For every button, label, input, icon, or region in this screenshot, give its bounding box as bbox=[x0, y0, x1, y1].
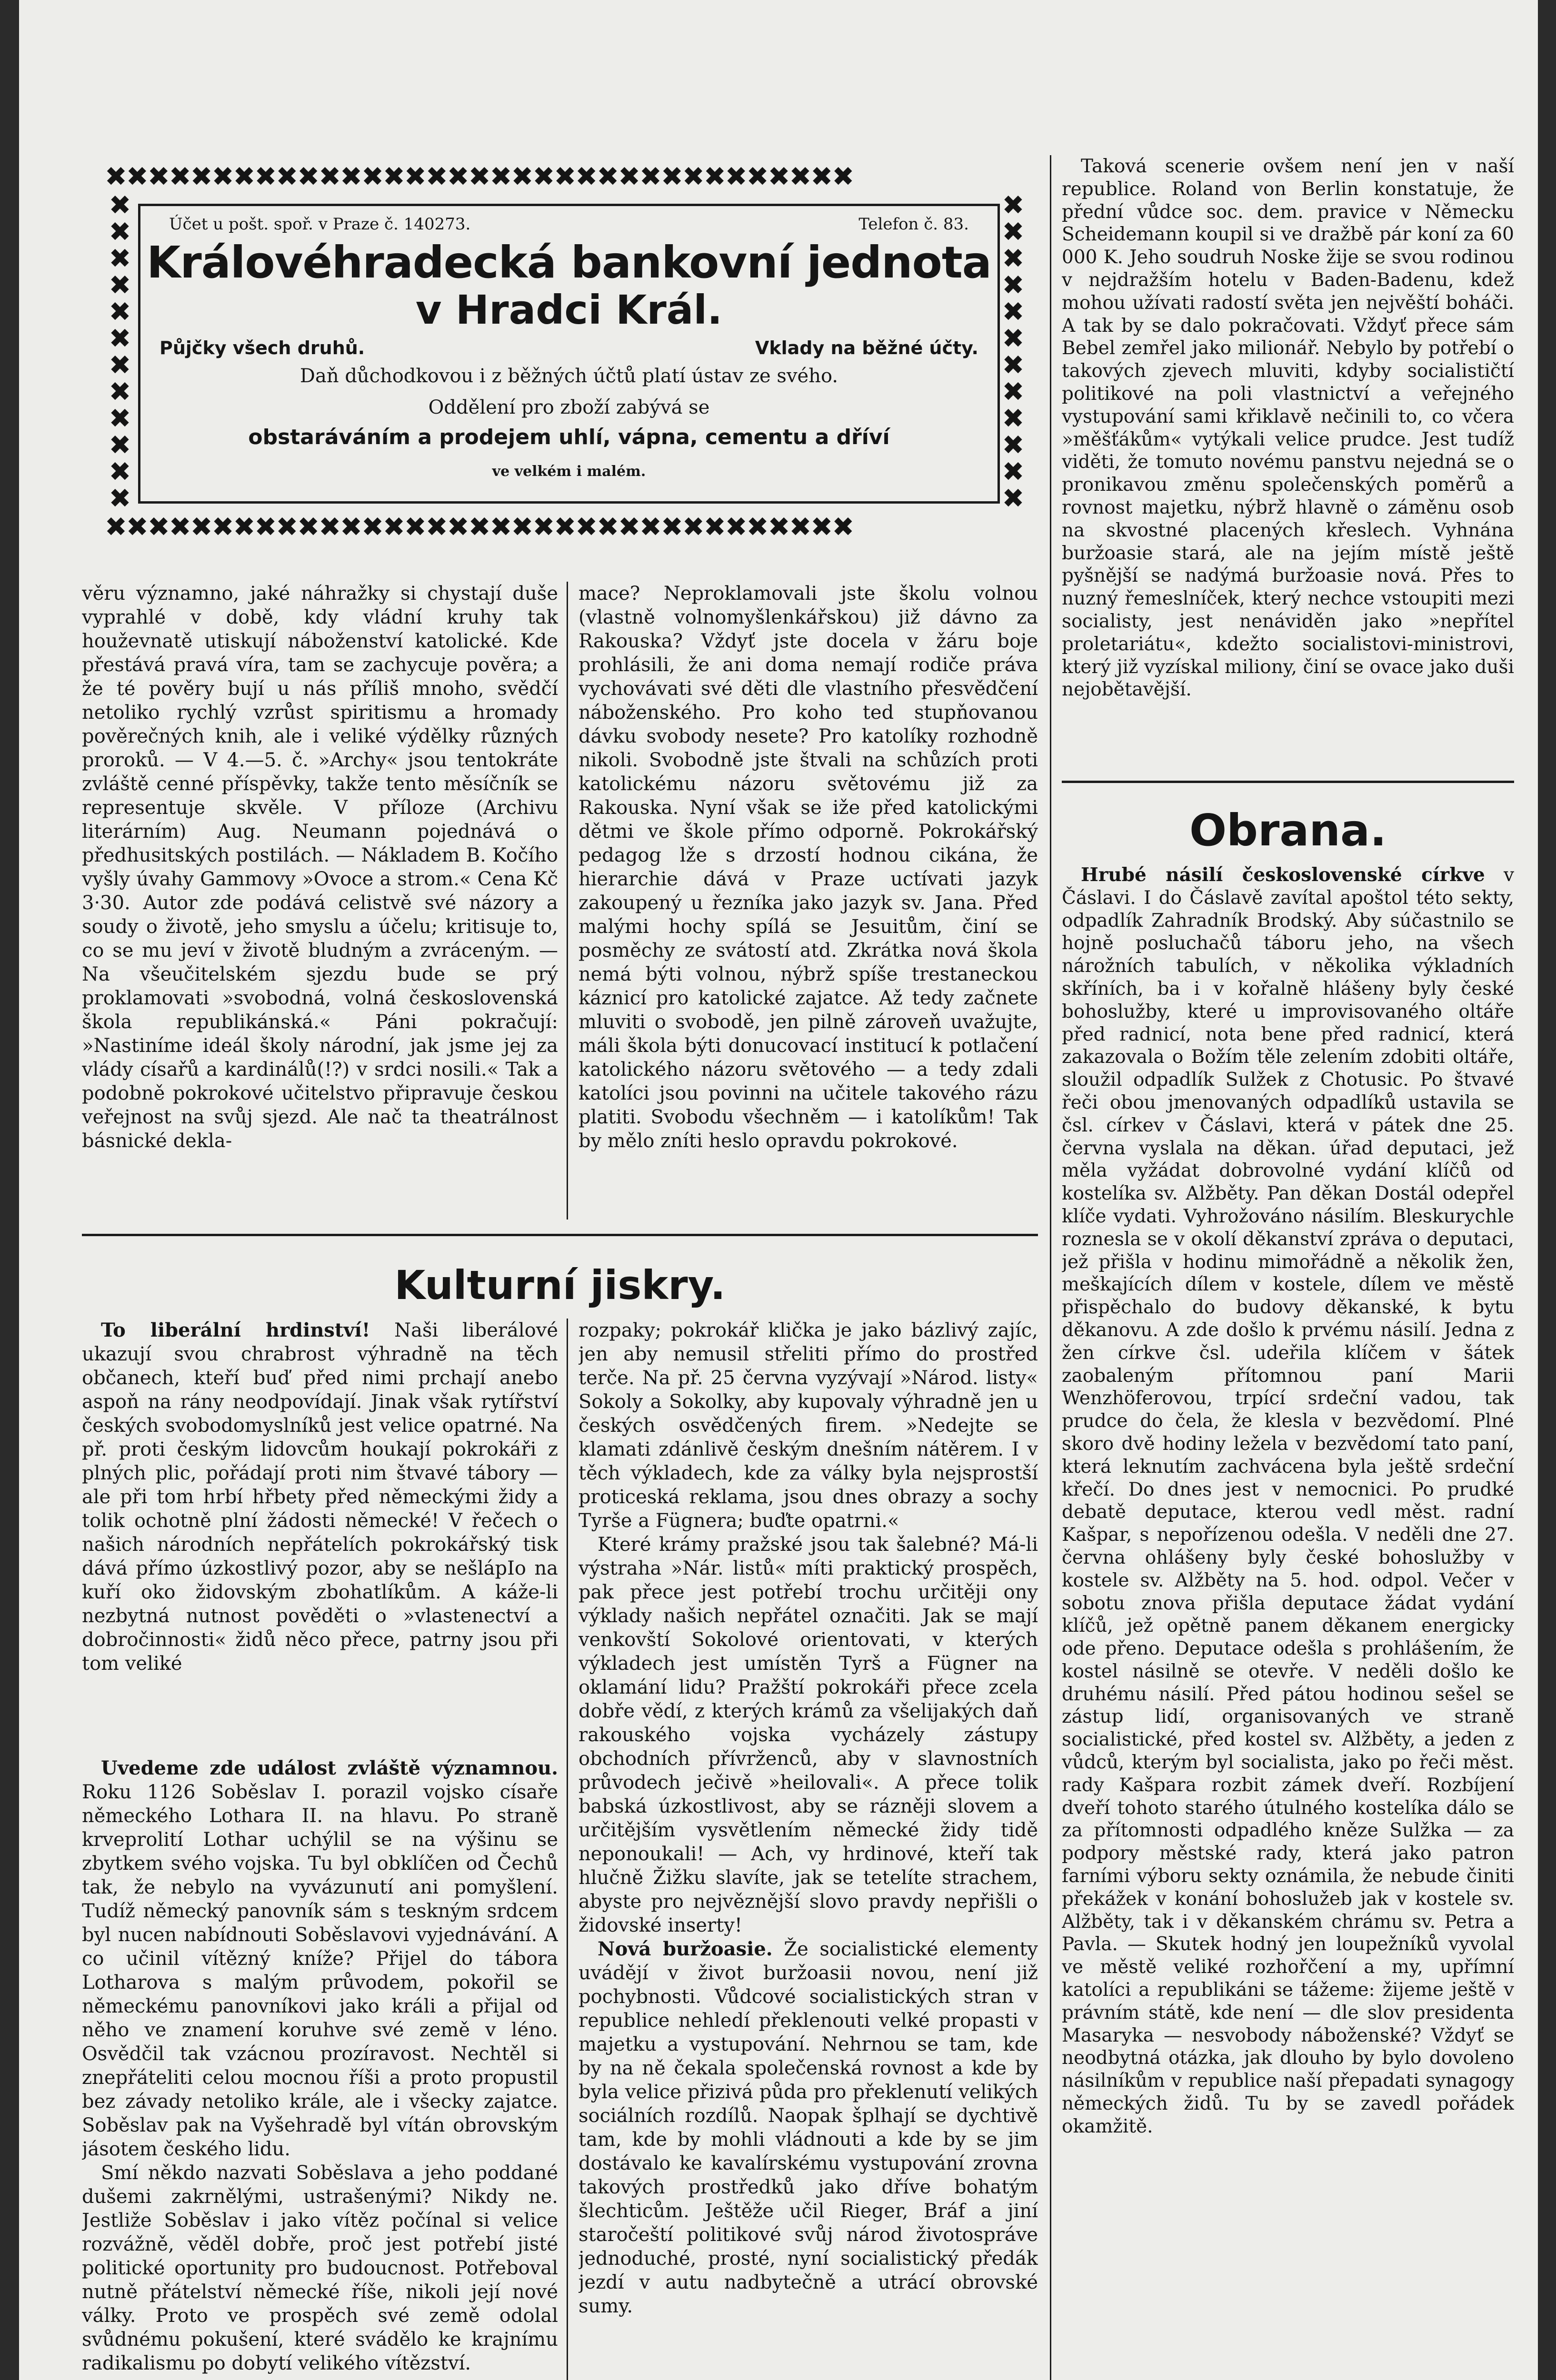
ad-account-line: Účet u pošt. spoř. v Praze č. 140273. bbox=[169, 215, 471, 234]
ad-border-left: ✖✖✖✖✖✖✖✖✖✖✖✖ bbox=[109, 192, 131, 512]
obrana-lead: Hrubé násilí československé církve bbox=[1081, 864, 1485, 886]
ad-title-line2: v Hradci Král. bbox=[415, 287, 723, 333]
kulturni-mid-text3: Že socialistické elementy uvádějí v život buržoasii novou, není již pochybnosti. Vůdcové socialistických stran v republice nehledí překlenouti velké propasti v majetku a vystupování. Nehrnou se tam, kde by na ně čekala společenská rovnost a kde by byla velice přizivá půda pro překlenutí velikých sociálních rozdílů. Naopak šplhají se dychtivě tam, kde by mohli vládnouti a kde by se jim dostávalo ke kavalírskému vystupování zrovna takových prostředků jako dříve bohatým šlechticům. Ještěže učil Rieger, Bráf a jiní staročeští politikové svůj národ životospráve jednoduché, prosté, nyní socialistický předák jezdí v autu nadbytečně a utrácí obrovské sumy. bbox=[579, 1938, 1038, 2317]
ad-deposits: Vklady na běžné účty. bbox=[755, 337, 978, 358]
obrana-headline: Obrana. bbox=[1189, 805, 1387, 856]
kulturni-headline: Kulturní jiskry. bbox=[394, 1262, 726, 1309]
kulturni-left-article-2 bbox=[82, 1756, 558, 2380]
mid-mid-text: mace? Neproklamovali jste školu volnou (vlastně volnomyšlenkářskou) již dávno za Rakouska? Vždyť jste docela v žáru boje prohlásili, že ani doma nemají rodiče práva vychovávati své děti dle vlastního přesvědčení náboženského. Pro koho ted stupňovanou dávku svobody nesete? Pro katolíky rozhodně nikoli. Svobodně jste štvali na schůzích proti katolickému názoru světovému již za Rakouska. Nyní však se iže před katolickými dětmi ve škole přímo odporně. Pokrokářský pedagog lže s drzostí hodnou cikána, že hierarchie dává v Praze uctívati jazyk zakoupený u řezníka jako jazyk sv. Jana. Před malými hochy spílá se Jesuitům, činí se posměchy ze svátostí atd. Zkrátka nová škola nemá býti volnou, nýbrž spíše trestaneckou káznicí pro katolické zajatce. Až tedy začnete mluviti o svobodě, jen pilně zároveň uvažujte, máli škola býti donucovací institucí k potlačení katolického názoru světového — a tedy zdali katolíci jsou povinni na učitele takového rázu platiti. Svobodu všechněm — i katolíkům! Tak by mělo zníti heslo opravdu pokrokové. bbox=[579, 583, 1038, 1152]
ad-border-bottom: ✖✖✖✖✖✖✖✖✖✖✖✖✖✖✖✖✖✖✖✖✖✖✖✖✖✖✖✖✖✖✖✖✖✖✖ bbox=[105, 512, 854, 543]
kulturni-left-text2: Roku 1126 Soběslav I. porazil vojsko císaře německého Lothara II. na hlavu. Po straně krveprolití Lothar uchýlil se na výšinu se zbytkem svého vojska. Tu byl obklíčen od Čechů tak, že nebylo na vyvázunutí ani pomyšlení. Tudíž německý panovník sám s teskným srdcem byl nucen nabídnouti Soběslavovi vyjednávání. A co učinil vítězný kníže? Přijel do tábora Lotharova s malým průvodem, pokořil se německému panovníkovi jako králi a přijal od něho ve znamení koruhve své země v léno. Osvědčil tak vzácnou prozíravost. Nechtěl si znepřáteliti celou mocnou říši a proto propustil bez závady netoliko krále, ale i všecky zajatce. Soběslav pak na Vyšehradě byl vítán obrovským jásotem českého lidu. bbox=[82, 1781, 558, 2160]
ad-scale-line: ve velkém i malém. bbox=[492, 463, 646, 480]
kulturni-mid-text2: Které krámy pražské jsou tak šalebné? Má-li výstraha »Nár. listů« míti praktický prospěch, pak přece jest potřebí trochu určitěji ony výklady našich nepřátel označiti. Jak se mají venkovští Sokolové orientovati, v kterých výkladech jest umístěn Tyrš a Fügner na oklamání lidu? Pražští pokrokáři přece zcela dobře vědí, z kterých krámů za všelijakých daň rakouského vojska vycházely zástupy obchodních přívrženců, aby v slavnostních průvodech ječivě »heilovali«. A přece tolik babská úzkostlivost, aby se rázněji slovem a určitějším vysvětlením německé židy tidě neponoukali! — Ach, vy hrdinové, kteří tak hlučně Žižku slavíte, jak se tetelíte strachem, abyste pro nejvěznější slovo pravdy nepřišli o židovské inserty! bbox=[579, 1534, 1038, 1936]
newspaper-page bbox=[19, 0, 1538, 2380]
ad-border-right: ✖✖✖✖✖✖✖✖✖✖✖✖ bbox=[1002, 192, 1025, 512]
left-column-mid-article bbox=[82, 582, 558, 1229]
kulturni-left-text: Naši liberálové ukazují svou chrabrost výhradně na těch občanech, kteří buď před nimi prchají anebo aspoň na rány neodpovídají. Jinak však rytířství českých svobodomyslníků jest velice opatrné. Na př. proti českým lidovcům houkají pokrokáři z plných plic, pořádají proti nim štvavé tábory — ale při tom hrbí hřbety před německými židy a tolik ochotně plní žádosti německé! V řečech o našich národních nepřátelích pokrokářský tisk dává přímo úzkostlivý pozor, aby se nešlápIo na kuří oko židovským zbohatlíkům. A káže-li nezbytná nutnost pověděti o »vlastenectví a dobročinnosti« židů něco přece, patrny jsou při tom veliké bbox=[82, 1319, 558, 1675]
obrana-top-rule bbox=[1062, 781, 1514, 783]
right-top-text: Taková scenerie ovšem není jen v naší republice. Roland von Berlin konstatuje, že přední vůdce soc. dem. pravice v Německu Scheidemann koupil si ve dražbě pár koní za 60 000 K. Jeho soudruh Noske žije se svou rodinou v nejdražším hotelu v Baden-Badenu, kdež mohou užívati radostí světa jen nejvěští boháči. A tak by se dalo pokračovati. Vždyť přece sám Bebel zemřel jako milionář. Nebylo by potřebí o takových zjevech mluviti, kdyby socialističtí politikové na poli vlastnictví a veřejného vystupování sami křiklavě nečinili to, co včera »měšťákům« vytýkali velice prudce. Jest tudíž viděti, že tomuto novému panstvu nejedná se o pronikavou změnu společenských poměrů a rovnost majetku, nýbrž hlavně o záměnu osob na skvostné placených křeslech. Vyhnána buržoasie stará, ale na jejím místě ještě pyšnější se nadýmá buržoasie nová. Přes to nuzný řemeslníček, který nechce vstoupiti mezi socialisty, jest nenáviděn jako »nepřítel proletariátu«, kdežto socialistovi-ministrovi, který již vyzískal miliony, činí se ovace jako duši nejobětavější. bbox=[1062, 156, 1514, 701]
kulturni-left-text3: Smí někdo nazvati Soběslava a jeho poddané dušemi zakrnělými, ustrašenými? Nikdy ne. Jestliže Soběslav i jako vítěz počínal si velice rozvážně, věděl dobře, proč jest potřebí jisté politické oportunity pro budoucnost. Potřeboval nutně přátelství německé říše, nikoli její nové války. Proto ve prospěch své země odolal svůdnému pokušení, které svádělo ke krajnímu radikalismu po dobytí velikého vítězství. bbox=[82, 2162, 558, 2374]
ad-trade-line: obstaráváním a prodejem uhlí, vápna, cementu a dříví bbox=[248, 425, 890, 449]
ad-tax-note: Daň důchodkovou i z běžných účtů platí ústav ze svého. bbox=[299, 365, 838, 387]
kulturni-left-lead: To liberální hrdinství! bbox=[101, 1319, 370, 1341]
column-rule-right bbox=[1050, 155, 1051, 2380]
obrana-text: v Čáslavi. I do Čáslavě zavítal apoštol této sekty, odpadlík Zahradník Brodský. Aby súčastnilo se hojně posluchačů táboru jeho, na všech nárožních tabulích, v několika výkladních skříních, ba i v kořalně hlášeny byly české bohoslužby, které u improvisovaného oltáře před radnicí, nota bene před radnicí, která zakazovala o Božím těle zelením zdobiti oltáře, sloužil odpadlík Sulžek z Chotusic. Po štvavé řeči obou jmenovaných odpadlíků ustavila se čsl. církev v Čáslavi, která v pátek dne 25. června vyslala na děkan. úřad deputaci, jež měla vyžádat dobrovolné vydání klíčů od kostelíka sv. Alžběty. Pan děkan Dostál odepřel klíče vydati. Vyhrožováno násilím. Bleskurychle roznesla se v okolí děkanství zpráva o deputaci, jež přišla v hodinu mimořádně a několik žen, meškajících dílem v kostele, dílem ve městě přispěchalo do budovy děkanské, k bytu děkanovu. A zde došlo k prvému násilí. Jedna z žen církve čsl. udeřila klíčem v šátek zaobaleným přítomnou paní Marii Wenzhöferovou, trpící srdeční vadou, tak prudce do čela, že klesla v bezvědomí. Plné skoro dvě hodiny ležela v bezvědomí tato paní, která leknutím zachvácena byla ještě srdeční křečí. Do dnes jest v nemocnici. Po prudké debatě deputace, kterou vedl měst. radní Kašpar, s nepořízenou odešla. V neděli dne 27. června ohlášeny byly české bohoslužby v kostele sv. Alžběty na 5. hod. odpol. Večer v sobotu znova přišla deputace žádat vydání klíčů, jež opětně panem děkanem energicky ode přeno. Deputace odešla s prohlášením, že kostel násilně se otevře. V neděli došlo ke druhému násilí. Před pátou hodinou sešel se zástup lidí, organisovaných ve straně socialistické, před kostel sv. Alžběty, a jeden z vůdců, kterým byl socialista, jako po řeči měst. rady Kašpara rozbit zámek dveří. Rozbíjení dveří tohoto starého útulného kostelíka dálo se za přítomnosti odpadlého kněze Sulžka — za podpory městské rady, která jako patron farními výboru sekty oznámila, že nebude činiti překážek v konání bohoslužeb jak v kostele sv. Alžběty, tak i v děkanském chrámu sv. Petra a Pavla. — Skutek hodný jen loupežníků vyvolal ve městě veliké rozhořčení a my, upřímní katolíci a republikáni se tážeme: žijeme ještě v právním státě, kde není — dle slov presidenta Masaryka — nesvobody náboženské? Vždyť se neodbytná otázka, jak dlouho by bylo dovoleno násilníkům v republice naší přepadati synagogy německých židů. Tu by se zavedl pořádek okamžitě. bbox=[1062, 864, 1514, 2137]
left-mid-text: věru významno, jaké náhražky si chystají duše vyprahlé v době, kdy vládní kruhy tak houževnatě utiskují náboženství katolické. Kde přestává pravá víra, tam se zachycuje pověra; a že té pověry bují u nás příliš mnoho, svědčí netoliko rychlý vzrůst spiritismu a hromady pověrečných knih, ale i veliké výdělky různých proroků. — V 4.—5. č. »Archy« jsou tentokráte zvláště cenné příspěvky, takže tento měsíčník se representuje skvěle. V příloze (Archivu literárním) Aug. Neumann pojednává o předhusitských postilách. — Nákladem B. Kočího vyšly úvahy Gammovy »Ovoce a strom.« Cena Kč 3·30. Autor zde podává celistvě své názory a soudy o životě, jeho smyslu a účelu; kritisuje to, co se mu jeví v životě bludným a zvráceným. — Na všeučitelském sjezdu bude se prý proklamovati »svobodná, volná československá škola republikánská.« Páni pokračují: »Nastiníme ideál školy národní, jak jsme jej za vlády císařů a kardinálů(!?) v srdci nosili.« Tak a podobně pokrokové učitelstvo připravuje českou veřejnost na svůj sjezd. Ale nač ta theatrálnost básnické dekla- bbox=[82, 583, 558, 1152]
ad-dept-line: Oddělení pro zboží zabývá se bbox=[428, 397, 710, 418]
ad-loans: Půjčky všech druhů. bbox=[160, 337, 365, 358]
kulturni-mid-article bbox=[579, 1319, 1038, 2380]
kulturni-left-article bbox=[82, 1319, 558, 1747]
kulturni-top-rule bbox=[82, 1234, 1038, 1236]
kulturni-mid-text: rozpaky; pokrokář klička je jako bázlivý zajíc, jen aby nemusil střeliti přímo do prostřed terče. Na př. 25 června vyzývají »Národ. listy« Sokoly a Sokolky, aby kupovaly výhradně jen u českých osvědčených firem. »Nedejte se klamati zdánlivě českým dnešním nátěrem. I v těch výkladech, kde za války byla nejsprostší proticeská reklama, jsou dnes obrazy a sochy Tyrše a Fügnera; buďte opatrni.« bbox=[579, 1319, 1038, 1532]
ad-border-top: ✖✖✖✖✖✖✖✖✖✖✖✖✖✖✖✖✖✖✖✖✖✖✖✖✖✖✖✖✖✖✖✖✖✖✖ bbox=[105, 162, 854, 192]
kulturni-mid-lead3: Nová buržoasie. bbox=[598, 1938, 773, 1960]
bank-advertisement bbox=[105, 162, 1028, 543]
obrana-article bbox=[1062, 864, 1514, 2380]
ad-phone: Telefon č. 83. bbox=[858, 215, 969, 234]
ad-inner-frame bbox=[138, 204, 1000, 504]
column-rule-left-top bbox=[567, 582, 568, 1220]
kulturni-left-lead2: Uvedeme zde událost zvláště významnou. bbox=[101, 1757, 558, 1779]
right-column-top-article bbox=[1062, 155, 1514, 779]
ad-title-line1: Královéhradecká bankovní jednota bbox=[147, 237, 991, 288]
mid-column-mid-article bbox=[579, 582, 1038, 1229]
column-rule-left-bottom bbox=[567, 1319, 568, 2380]
